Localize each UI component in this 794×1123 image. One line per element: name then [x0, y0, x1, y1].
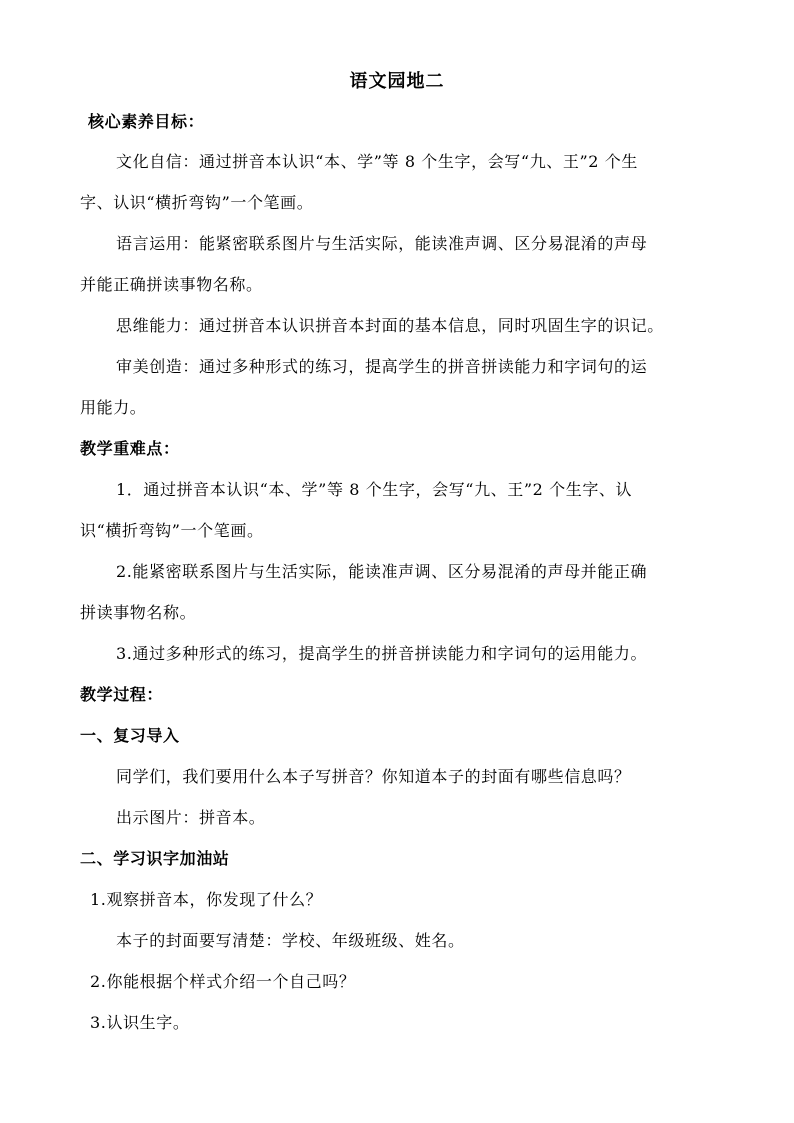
document-title: 语文园地二	[349, 71, 445, 92]
key-point-1-line2: 识“横折弯钩”一个笔画。	[80, 521, 264, 540]
goal-language-line2: 并能正确拼读事物名称。	[80, 275, 263, 294]
core-goals-heading: 核心素养目标：	[88, 112, 205, 131]
goal-aesthetic-line1: 审美创造：通过多种形式的练习，提高学生的拼音拼读能力和字词句的运	[116, 357, 648, 376]
section-literacy-item1: 1.观察拼音本，你发现了什么？	[90, 890, 323, 909]
goal-culture-line2: 字、认识“横折弯钩”一个笔画。	[80, 193, 314, 212]
goal-language-line1: 语言运用：能紧密联系图片与生活实际，能读准声调、区分易混淆的声母	[116, 234, 648, 253]
key-point-3-line1: 3.通过多种形式的练习，提高学生的拼音拼读能力和字词句的运用能力。	[116, 644, 648, 663]
section-review-para2: 出示图片：拼音本。	[116, 808, 266, 827]
section-literacy-item2: 2.你能根据个样式介绍一个自己吗？	[90, 972, 356, 991]
section-literacy-heading: 二、学习识字加油站	[80, 849, 230, 868]
section-review-heading: 一、复习导入	[80, 726, 180, 745]
key-point-2-line2: 拼读事物名称。	[80, 603, 197, 622]
section-review-para1: 同学们，我们要用什么本子写拼音？你知道本子的封面有哪些信息吗？	[116, 767, 631, 786]
goal-thinking-line1: 思维能力：通过拼音本认识拼音本封面的基本信息，同时巩固生字的识记。	[116, 316, 664, 335]
key-point-2-line1: 2.能紧密联系图片与生活实际，能读准声调、区分易混淆的声母并能正确	[116, 562, 648, 581]
section-literacy-item1-detail: 本子的封面要写清楚：学校、年级班级、姓名。	[116, 931, 465, 950]
goal-aesthetic-line2: 用能力。	[80, 398, 147, 417]
key-point-1-line1: 1．通过拼音本认识“本、学”等 8 个生字，会写“九、王”2 个生字、认	[116, 480, 633, 499]
section-literacy-item3: 3.认识生字。	[90, 1013, 190, 1032]
process-heading: 教学过程：	[80, 685, 164, 704]
key-points-heading: 教学重难点：	[80, 439, 180, 458]
goal-culture-line1: 文化自信：通过拼音本认识“本、学”等 8 个生字，会写“九、王”2 个生	[116, 152, 638, 171]
